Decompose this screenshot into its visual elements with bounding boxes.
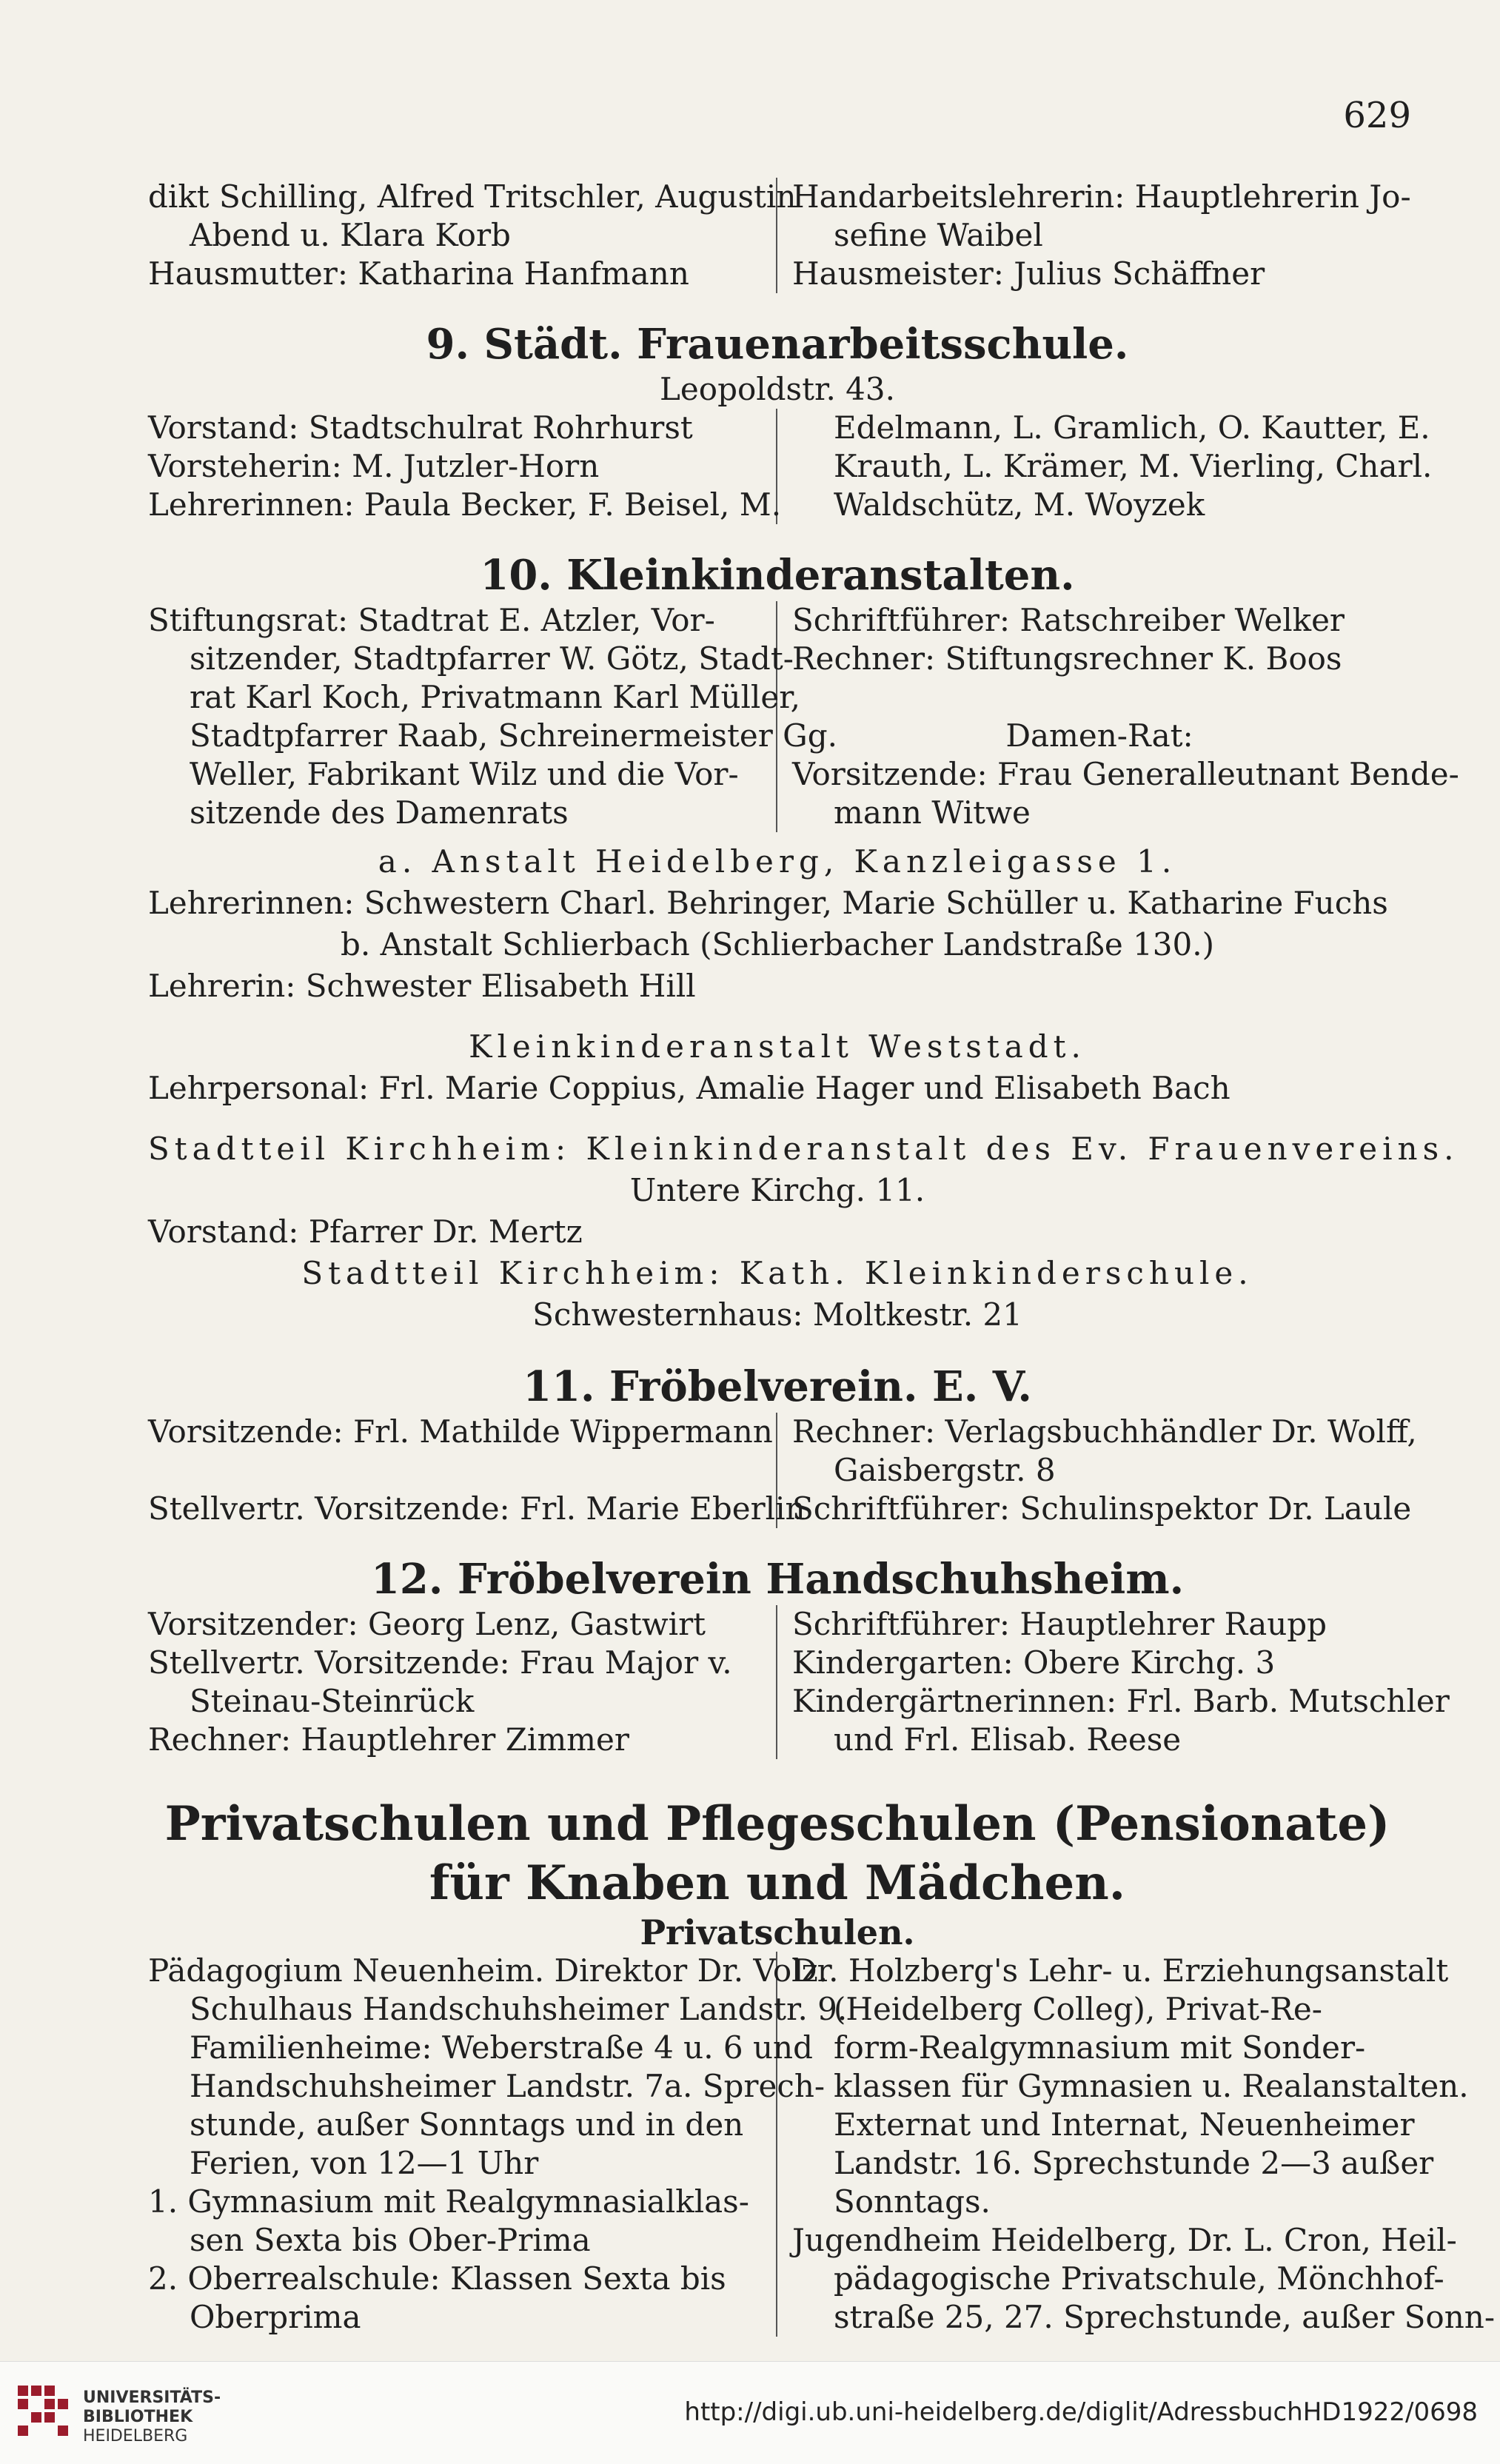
section-left-column: [148, 409, 782, 524]
text-line: Schriftführer: Ratschreiber Welker: [792, 602, 1345, 638]
section-right-column: [777, 409, 1433, 524]
page-number: 629: [1343, 95, 1411, 136]
text-line: Sonntags.: [834, 2183, 991, 2220]
kirchheim-2-title: Stadtteil Kirchheim: Kath. Kleinkinderschule.: [301, 1255, 1253, 1291]
library-name-line: BIBLIOTHEK: [83, 2408, 193, 2426]
text-line: Krauth, L. Krämer, M. Vierling, Charl.: [834, 448, 1433, 484]
library-name-line: UNIVERSITÄTS-: [83, 2388, 221, 2407]
text-line: sen Sexta bis Ober-Prima: [190, 2222, 591, 2258]
text-line: und Frl. Elisab. Reese: [834, 1721, 1182, 1758]
section-11-body: [148, 1413, 1417, 1528]
text-line: Oberprima: [190, 2299, 361, 2335]
text-line: Stadtpfarrer Raab, Schreinermeister Gg.: [190, 717, 837, 754]
text-line: Kindergärtnerinnen: Frl. Barb. Mutschler: [792, 1683, 1450, 1719]
permalink-url[interactable]: http://digi.ub.uni-heidelberg.de/diglit/AdressbuchHD1922/0698: [684, 2397, 1478, 2427]
text-line: klassen für Gymnasien u. Realanstalten.: [834, 2068, 1469, 2104]
text-line: Handschuhsheimer Landstr. 7a. Sprech-: [190, 2068, 826, 2104]
section-right-column: [777, 1605, 1450, 1759]
kirchheim-1-address: Untere Kirchg. 11.: [629, 1172, 925, 1208]
text-line: Stiftungsrat: Stadtrat E. Atzler, Vor-: [148, 602, 715, 638]
kirchheim-1-title: Stadtteil Kirchheim: Kleinkinderanstalt des Ev. Frauenvereins.: [148, 1131, 1459, 1167]
text-line: Dr. Holzberg's Lehr- u. Erziehungsanstalt: [792, 1952, 1449, 1989]
text-line: Kindergarten: Obere Kirchg. 3: [792, 1644, 1276, 1681]
section-right-column: [777, 1952, 1496, 2337]
anstalt-a-staff: Lehrerinnen: Schwestern Charl. Behringer, Marie Schüller u. Katharine Fuchs: [148, 885, 1388, 921]
text-line: Externat und Internat, Neuenheimer: [834, 2106, 1415, 2143]
text-line: Handarbeitslehrerin: Hauptlehrerin Jo-: [792, 178, 1411, 215]
text-line: Stellvertr. Vorsitzende: Frau Major v.: [148, 1644, 732, 1681]
text-line: (Heidelberg Colleg), Privat-Re-: [834, 1991, 1322, 2027]
text-line: pädagogische Privatschule, Mönchhof-: [834, 2260, 1444, 2297]
text-line: Schriftführer: Hauptlehrer Raupp: [792, 1606, 1327, 1642]
library-name: [83, 2388, 221, 2446]
text-line: 2. Oberrealschule: Klassen Sexta bis: [148, 2260, 726, 2297]
section-right-column: [777, 1413, 1417, 1528]
private-schools-body: [148, 1952, 1496, 2337]
text-line: Hausmutter: Katharina Hanfmann: [148, 255, 689, 292]
private-schools-heading: Privatschulen und Pflegeschulen (Pensionate) für Knaben und Mädchen.: [164, 1796, 1390, 1911]
text-line: Lehrerinnen: Paula Becker, F. Beisel, M.: [148, 486, 782, 523]
text-line: Vorsteherin: M. Jutzler-Horn: [148, 448, 600, 484]
text-line: [792, 678, 1407, 717]
text-line: Schulhaus Handschuhsheimer Landstr. 9.: [190, 1991, 848, 2027]
weststadt-staff: Lehrpersonal: Frl. Marie Coppius, Amalie Hager und Elisabeth Bach: [148, 1070, 1231, 1106]
section-10-body: [148, 601, 1459, 832]
text-line: sitzende des Damenrats: [190, 794, 569, 831]
text-line: Vorsitzende: Frau Generalleutnant Bende-: [792, 756, 1459, 792]
section-heading: 9. Städt. Frauenarbeitsschule.: [426, 320, 1129, 369]
kirchheim-1-board: Vorstand: Pfarrer Dr. Mertz: [148, 1213, 583, 1250]
text-line: sitzender, Stadtpfarrer W. Götz, Stadt-: [190, 640, 794, 677]
section-heading: 10. Kleinkinderanstalten.: [480, 551, 1075, 600]
top-block: [148, 178, 1411, 293]
text-line: Gaisbergstr. 8: [834, 1452, 1056, 1488]
text-line: Schriftführer: Schulinspektor Dr. Laule: [792, 1490, 1412, 1527]
text-line: Hausmeister: Julius Schäffner: [792, 255, 1265, 292]
text-line: sefine Waibel: [834, 217, 1043, 253]
text-line: Stellvertr. Vorsitzende: Frl. Marie Eberlin: [148, 1490, 806, 1527]
text-line: Pädagogium Neuenheim. Direktor Dr. Volz.: [148, 1952, 828, 1989]
private-schools-subheading: Privatschulen.: [640, 1912, 915, 1952]
top-block-left: [148, 178, 797, 293]
text-line: Abend u. Klara Korb: [190, 217, 511, 253]
text-line: Weller, Fabrikant Wilz und die Vor-: [190, 756, 739, 792]
text-line: dikt Schilling, Alfred Tritschler, Augustin: [148, 178, 797, 215]
text-line: Rechner: Verlagsbuchhändler Dr. Wolff,: [792, 1413, 1417, 1450]
text-line: straße 25, 27. Sprechstunde, außer Sonn-: [834, 2299, 1496, 2335]
section-left-column: [148, 1413, 806, 1528]
text-line: Rechner: Stiftungsrechner K. Boos: [792, 640, 1342, 677]
text-line: Rechner: Hauptlehrer Zimmer: [148, 1721, 629, 1758]
section-heading: 11. Fröbelverein. E. V.: [523, 1362, 1032, 1411]
text-line: Vorstand: Stadtschulrat Rohrhurst: [148, 409, 693, 446]
text-line: Steinau-Steinrück: [190, 1683, 475, 1719]
text-line: mann Witwe: [834, 794, 1031, 831]
text-line: stunde, außer Sonntags und in den: [190, 2106, 744, 2143]
library-name-line: HEIDELBERG: [83, 2427, 188, 2445]
section-left-column: [148, 601, 837, 832]
top-block-right: [777, 178, 1411, 293]
footer-bar: [0, 2361, 1500, 2464]
text-line: Waldschütz, M. Woyzek: [834, 486, 1205, 523]
text-line: Ferien, von 12—1 Uhr: [190, 2145, 539, 2181]
text-line: Vorsitzender: Georg Lenz, Gastwirt: [148, 1606, 706, 1642]
section-heading: 12. Fröbelverein Handschuhsheim.: [370, 1555, 1185, 1604]
text-line: rat Karl Koch, Privatmann Karl Müller,: [190, 679, 801, 715]
text-line: form-Realgymnasium mit Sonder-: [834, 2029, 1366, 2066]
kirchheim-2-address: Schwesternhaus: Moltkestr. 21: [532, 1296, 1022, 1333]
weststadt-title: Kleinkinderanstalt Weststadt.: [469, 1028, 1086, 1065]
anstalt-b-title: b. Anstalt Schlierbach (Schlierbacher Landstraße 130.): [341, 926, 1214, 962]
section-address: Leopoldstr. 43.: [660, 371, 895, 407]
text-line: Vorsitzende: Frl. Mathilde Wippermann: [148, 1413, 773, 1450]
text-line: Edelmann, L. Gramlich, O. Kautter, E.: [834, 409, 1430, 446]
section-left-column: [148, 1952, 848, 2337]
page-content: [148, 178, 1496, 2337]
anstalt-a-title: a. Anstalt Heidelberg, Kanzleigasse 1.: [378, 843, 1177, 880]
university-library-logo-icon: [15, 2383, 74, 2442]
text-line: [148, 1451, 761, 1490]
text-line: Familienheime: Weberstraße 4 u. 6 und: [190, 2029, 813, 2066]
text-line: Jugendheim Heidelberg, Dr. L. Cron, Heil-: [792, 2222, 1457, 2258]
section-9-body: [148, 409, 1433, 524]
section-12-body: [148, 1605, 1450, 1759]
text-line: 1. Gymnasium mit Realgymnasialklas-: [148, 2183, 749, 2220]
section-left-column: [148, 1605, 777, 1759]
anstalt-b-staff: Lehrerin: Schwester Elisabeth Hill: [148, 968, 696, 1004]
section-right-column: [777, 601, 1459, 832]
text-line: Landstr. 16. Sprechstunde 2—3 außer: [834, 2145, 1434, 2181]
text-line: Damen-Rat:: [1005, 717, 1193, 754]
